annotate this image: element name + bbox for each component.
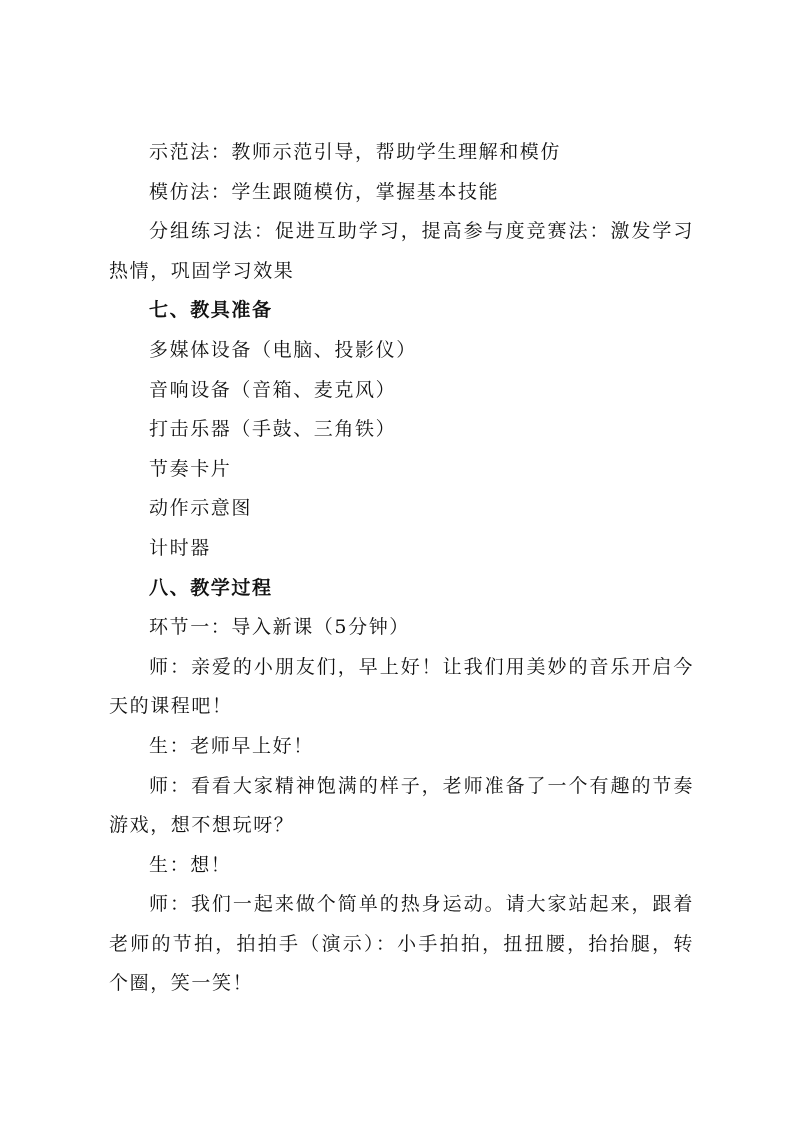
- list-item-timer: 计时器: [149, 536, 211, 559]
- document-body: [109, 133, 694, 1004]
- list-item-percussion: 打击乐器（手鼓、三角铁）: [149, 418, 397, 441]
- paragraph-stage-one: 环节一：导入新课（5分钟）: [149, 616, 410, 639]
- dialogue-student-greeting: 生：老师早上好！: [149, 734, 314, 757]
- section-heading-teaching-process: 八、教学过程: [149, 576, 273, 599]
- dialogue-teacher-game: 师：看看大家精神饱满的样子，老师准备了一个有趣的节奏游戏，想不想玩呀？: [109, 774, 694, 837]
- paragraph-imitation-method: 模仿法：学生跟随模仿，掌握基本技能: [149, 180, 500, 203]
- section-heading-teaching-aids: 七、教具准备: [149, 299, 273, 322]
- list-item-multimedia: 多媒体设备（电脑、投影仪）: [149, 338, 417, 361]
- dialogue-teacher-warmup: 师：我们一起来做个简单的热身运动。请大家站起来，跟着老师的节拍，拍拍手（演示）：小手拍拍，扭扭腰，抬抬腿，转个圈，笑一笑！: [109, 893, 694, 995]
- list-item-action-diagram: 动作示意图: [149, 497, 253, 520]
- list-item-rhythm-cards: 节奏卡片: [149, 457, 232, 480]
- dialogue-student-yes: 生：想！: [149, 853, 232, 876]
- paragraph-group-practice-method: 分组练习法：促进互助学习，提高参与度竞赛法：激发学习热情，巩固学习效果: [109, 220, 694, 282]
- dialogue-teacher-greeting: 师：亲爱的小朋友们，早上好！让我们用美妙的音乐开启今天的课程吧！: [109, 655, 694, 718]
- paragraph-demonstration-method: 示范法：教师示范引导，帮助学生理解和模仿: [149, 141, 562, 163]
- list-item-audio: 音响设备（音箱、麦克风）: [149, 378, 397, 401]
